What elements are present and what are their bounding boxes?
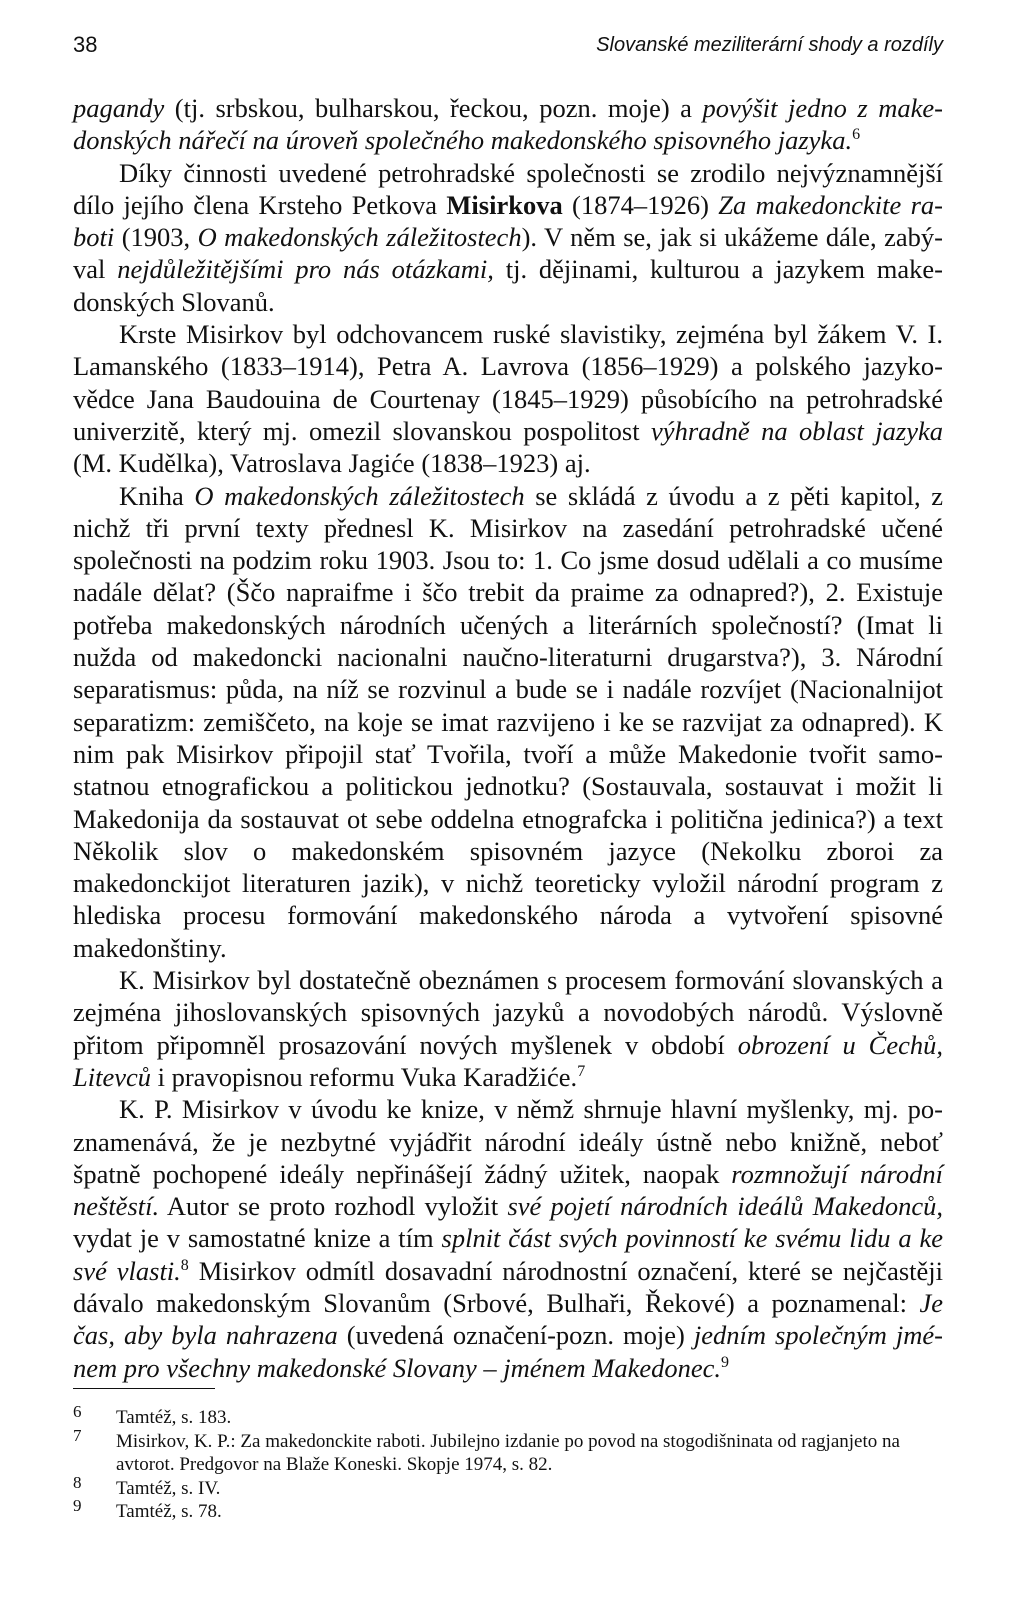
text-run: nejdůležitějšími pro nás otázkami, <box>117 254 494 285</box>
paragraph <box>73 92 943 157</box>
text-run: pagandy <box>73 93 165 123</box>
text-run: povýšit jedno z makedonských nářečí na úroveň společného makedonského spisovného jazyka. <box>73 93 943 156</box>
text-run: (M. Kudělka), Vatroslava Jagiće (1838–1923) aj. <box>73 448 591 479</box>
footnote-number: 7 <box>73 1425 82 1445</box>
page-number: 38 <box>73 32 98 57</box>
footnote-number: 9 <box>73 1496 82 1515</box>
footnote-text: Tamtéž, s. 78. <box>116 1501 222 1522</box>
text-run: (tj. srbskou, bulharskou, řeckou, pozn. moje) a <box>164 93 703 123</box>
text-run: rozmnožují národní neštěstí. <box>73 1158 944 1222</box>
paragraph <box>73 480 943 964</box>
text-run: splnit část svých povinností ke svému lidu a ke své vlasti. <box>73 1223 943 1286</box>
text-run: (1874–1926) <box>562 189 719 220</box>
footnote-text: Misirkov, K. P.: Za makedonckite raboti. Jubilejno izdanie po povod na stogodišninata od ragjanjeto na avtorot. Predgovor na Blaže Koneski. Skopje 1974, s. 82. <box>116 1430 900 1475</box>
paragraph <box>73 1093 943 1384</box>
text-run: Krste Misirkov byl odchovancem ruské slavistiky, zejména byl žákem V. I. Lamanského (1833–1914), Petra A. Lavrova (1856–1929) a polského jazykovědce Jana Baudouina de Courtenay (1845–1929) působícího na petrohradské univerzitě, který mj. omezil slovanskou pospolitost <box>73 319 943 446</box>
text-run: jedním společným jménem pro všechny makedonské Slovany – jménem Makedonec. <box>73 1320 943 1383</box>
footnote-reference: 6 <box>852 126 861 144</box>
footnote-number: 8 <box>73 1472 82 1492</box>
footnote-reference: 9 <box>721 1353 730 1371</box>
footnote-reference: 7 <box>577 1062 586 1080</box>
page-header <box>73 26 943 66</box>
text-run: (uvedená označení-pozn. moje) <box>337 1320 694 1351</box>
text-run: výhradně na oblast jazyka <box>651 415 943 446</box>
paragraph <box>73 964 943 1093</box>
footnote-text: Tamtéž, s. IV. <box>116 1477 221 1499</box>
text-run: Misirkova <box>446 189 563 220</box>
footnote-separator <box>73 1388 215 1389</box>
text-run: K. P. Misirkov v úvodu ke knize, v němž shrnuje hlavní myšlenky, mj. poznamenává, že je nezbytné vyjádřit národní ideály ústně nebo knižně, neboť špatně pochopené ideály nepřinášejí žádný užitek, naopak <box>73 1094 943 1189</box>
footnote-number: 6 <box>73 1402 82 1421</box>
body-text <box>73 92 943 1384</box>
text-run: Za makedonckite raboti <box>73 189 943 253</box>
text-run: ). V něm se, jak si ukážeme dále, zabýval <box>73 222 943 285</box>
footnote <box>73 1402 943 1430</box>
text-run: se skládá z úvodu a z pěti kapitol, z nichž tři první texty přednesl K. Misirkov na zasedání petrohradské učené společnosti na podzim roku 1903. Jsou to: 1. Co jsme dosud udělali a co musíme nadále dělat? (Ščo napraifme i ščo trebit da praime za odnapred?), 2. Existuje potřeba makedonských národních učených a literárních společností? (Imat li nužda od makedoncki nacionalni naučno-literaturni drugarstva?), 3. Národní separatismus: půda, na níž se rozvinul a bude se i nadále rozvíjet (Nacionalnijot separatizm: zemiščeto, na koje se imat razvijeno i ke se razvijat za odnapred). K nim pak Misirkov připojil stať Tvořila, tvoří a může Makedonie tvořit samostatnou etnografickou a politickou jednotku? (Sostauvala, sostauvat i možit li Makedonija da sostauvat ot sebe oddelna etnografcka i politična jedinica?) a text Několik slov o makedonském spisovném jazyce (Nekolku zboroi za makedonckijot literaturen jazik), v nichž teoreticky vyložil národní program z hlediska procesu formování makedonského národa a vytvoření spisovné makedonštiny. <box>73 480 943 963</box>
text-run: K. Misirkov byl dostatečně obeznámen s procesem formování slovanských a zejména jihoslovanských spisovných jazyků a novodobých národů. Výslovně přitom připomněl prosazování nových myšlenek v období <box>73 965 943 1060</box>
text-run: (1903, <box>114 222 198 253</box>
text-run: tj. dějinami, kulturou a jazykem makedonských Slovanů. <box>73 254 943 317</box>
footnote-text: Tamtéž, s. 183. <box>116 1407 232 1428</box>
paragraph <box>73 157 943 318</box>
footnote <box>73 1425 943 1477</box>
footnotes <box>73 1402 943 1524</box>
paragraph <box>73 318 943 479</box>
text-run: O makedonských záležitostech <box>197 222 522 253</box>
text-run: O makedonských záležitostech <box>194 480 525 511</box>
footnote <box>73 1472 943 1501</box>
text-run: obrození u Čechů, Litevců <box>73 1029 944 1092</box>
text-run: Je čas, aby byla nahrazena <box>73 1287 943 1351</box>
text-run: Misirkov odmítl dosavadní národnostní označení, které se nejčastěji dávalo makedonským Slovanům (Srbové, Bulhaři, Řekové) a poznamenal: <box>73 1255 943 1318</box>
text-run: Díky činnosti uvedené petrohradské společnosti se zrodilo nejvýznamnější dílo jejího člena Krsteho Petkova <box>73 157 943 220</box>
footnote <box>73 1496 943 1524</box>
footnote-reference: 8 <box>180 1256 189 1274</box>
running-title: Slovanské meziliterární shody a rozdíly <box>596 34 943 56</box>
text-run: i pravopisnou reformu Vuka Karadžiće. <box>151 1061 578 1092</box>
text-run: své pojetí národních ideálů Makedonců, <box>507 1191 943 1222</box>
text-run: Kniha <box>119 480 195 511</box>
text-run: vydat je v samostatné knize a tím <box>73 1223 442 1254</box>
text-run: Autor se proto rozhodl vyložit <box>159 1191 508 1222</box>
